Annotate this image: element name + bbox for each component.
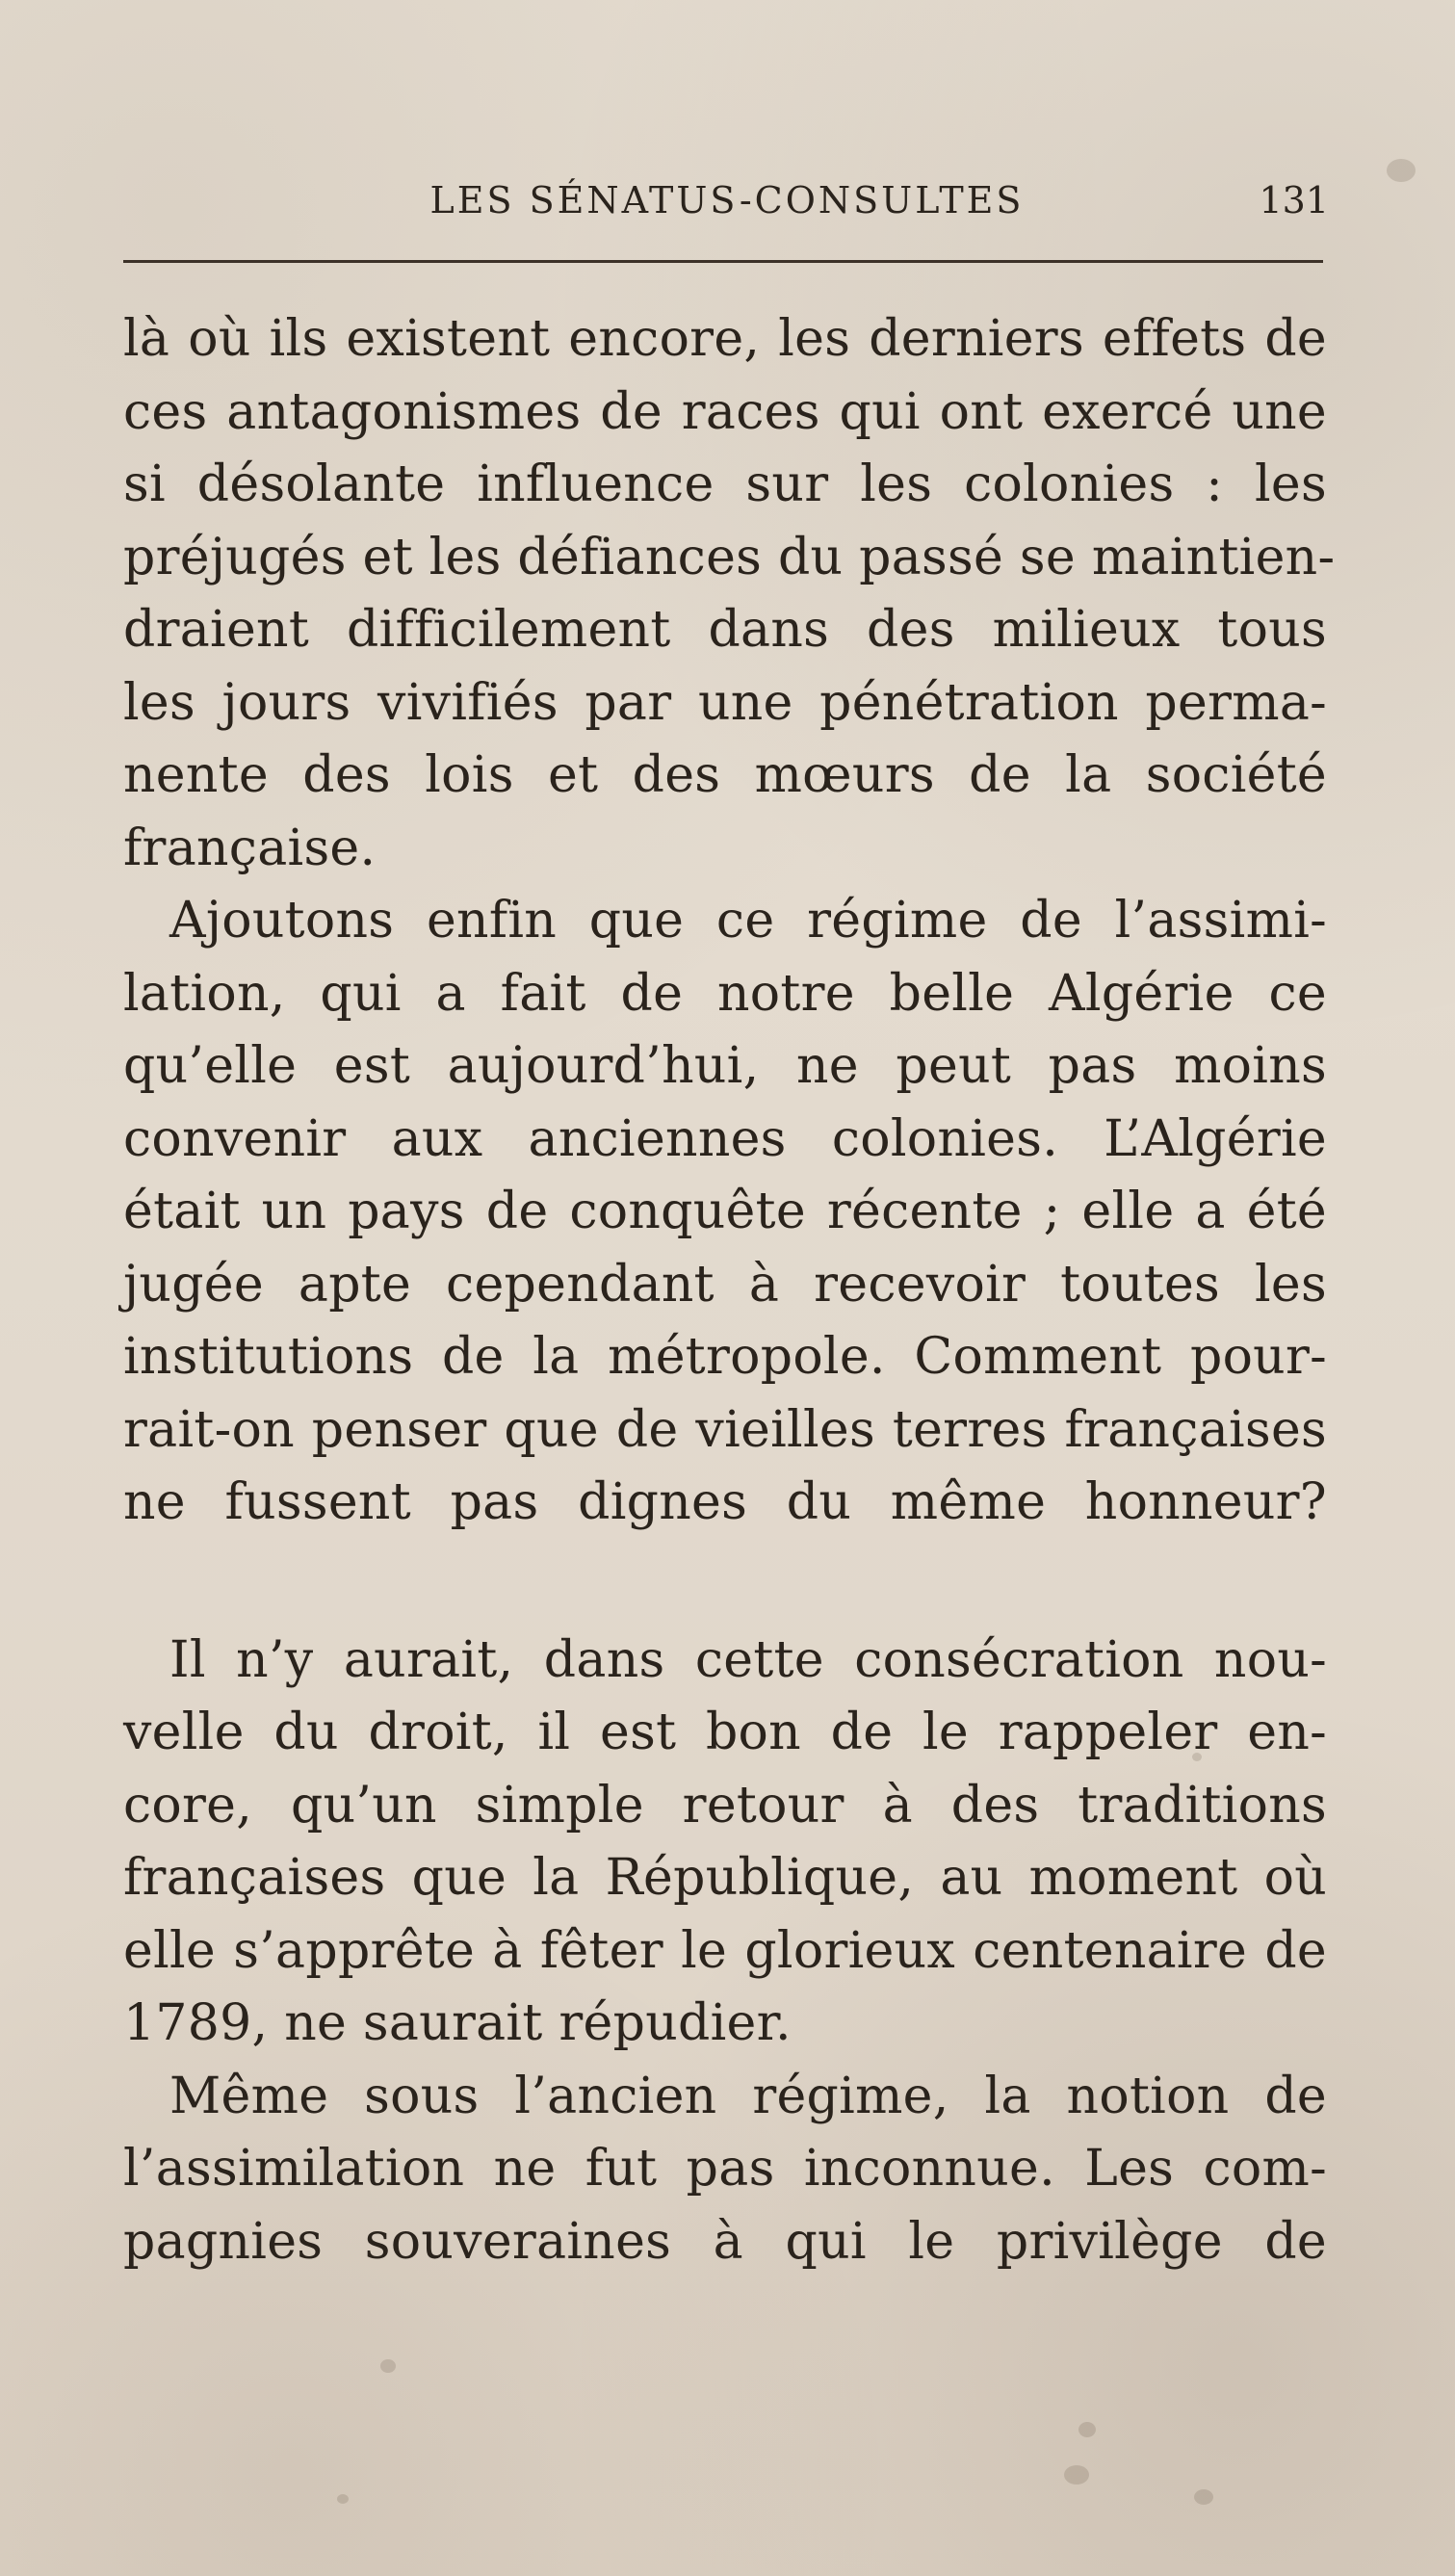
text-line: l’assimilation ne fut pas inconnue. Les com- [123, 2140, 1327, 2198]
text-line: 1789, ne saurait répudier. [123, 1994, 792, 2052]
text-line: là où ils existent encore, les derniers effets de [123, 310, 1327, 368]
text-line: Même sous l’ancien régime, la notion de [169, 2067, 1327, 2125]
text-line: française. [123, 819, 377, 877]
text-line: Il n’y aurait, dans cette consécration nou- [169, 1630, 1327, 1689]
running-title: LES SÉNATUS-CONSULTES [429, 179, 1025, 221]
text-line: pagnies souveraines à qui le privilège de [123, 2212, 1327, 2271]
paper-foxing [1194, 2489, 1213, 2505]
text-line: Ajoutons enfin que ce régime de l’assimi- [169, 892, 1327, 950]
page-number: 131 [1259, 179, 1329, 221]
paper-foxing [1078, 2422, 1096, 2437]
paper-foxing [380, 2359, 396, 2373]
body-text [123, 303, 1336, 2278]
paragraph-1 [123, 303, 1336, 885]
paper-foxing [1064, 2465, 1089, 2485]
text-line: lation, qui a fait de notre belle Algérie ce [123, 964, 1327, 1023]
paragraph-3 [123, 1625, 1327, 2061]
text-line: françaises que la République, au moment où [123, 1849, 1327, 1907]
paragraph-2 [123, 885, 1327, 1540]
header-rule [123, 260, 1323, 263]
text-line: velle du droit, il est bon de le rappeler en- [123, 1704, 1327, 1761]
text-line: était un pays de conquête récente ; elle a été [123, 1183, 1327, 1240]
text-line: convenir aux anciennes colonies. L’Algérie [123, 1109, 1327, 1168]
text-line: préjugés et les défiances du passé se maintien- [123, 528, 1336, 586]
text-line: qu’elle est aujourd’hui, ne peut pas moins [123, 1037, 1327, 1095]
section-gap [123, 1540, 1327, 1625]
text-line: ne fussent pas dignes du même honneur? [123, 1473, 1327, 1531]
paragraph-4 [123, 2061, 1327, 2279]
text-line: nente des lois et des mœurs de la société [123, 746, 1327, 804]
text-line: si désolante influence sur les colonies : les [123, 455, 1327, 513]
text-line: institutions de la métropole. Comment pour- [123, 1328, 1327, 1386]
text-line: rait-on penser que de vieilles terres françaises [123, 1400, 1327, 1459]
text-line: draient difficilement dans des milieux tous [123, 601, 1327, 659]
running-head [125, 171, 1329, 229]
paper-foxing [1192, 1753, 1202, 1761]
text-line: elle s’apprête à fêter le glorieux centenaire de [123, 1921, 1327, 1980]
paper-foxing [337, 2494, 349, 2504]
text-line: ces antagonismes de races qui ont exercé une [123, 382, 1327, 441]
text-line: core, qu’un simple retour à des traditions [123, 1776, 1327, 1834]
paper-foxing [1387, 159, 1416, 182]
text-line: les jours vivifiés par une pénétration perma- [123, 673, 1327, 732]
text-line: jugée apte cependant à recevoir toutes les [123, 1255, 1327, 1314]
